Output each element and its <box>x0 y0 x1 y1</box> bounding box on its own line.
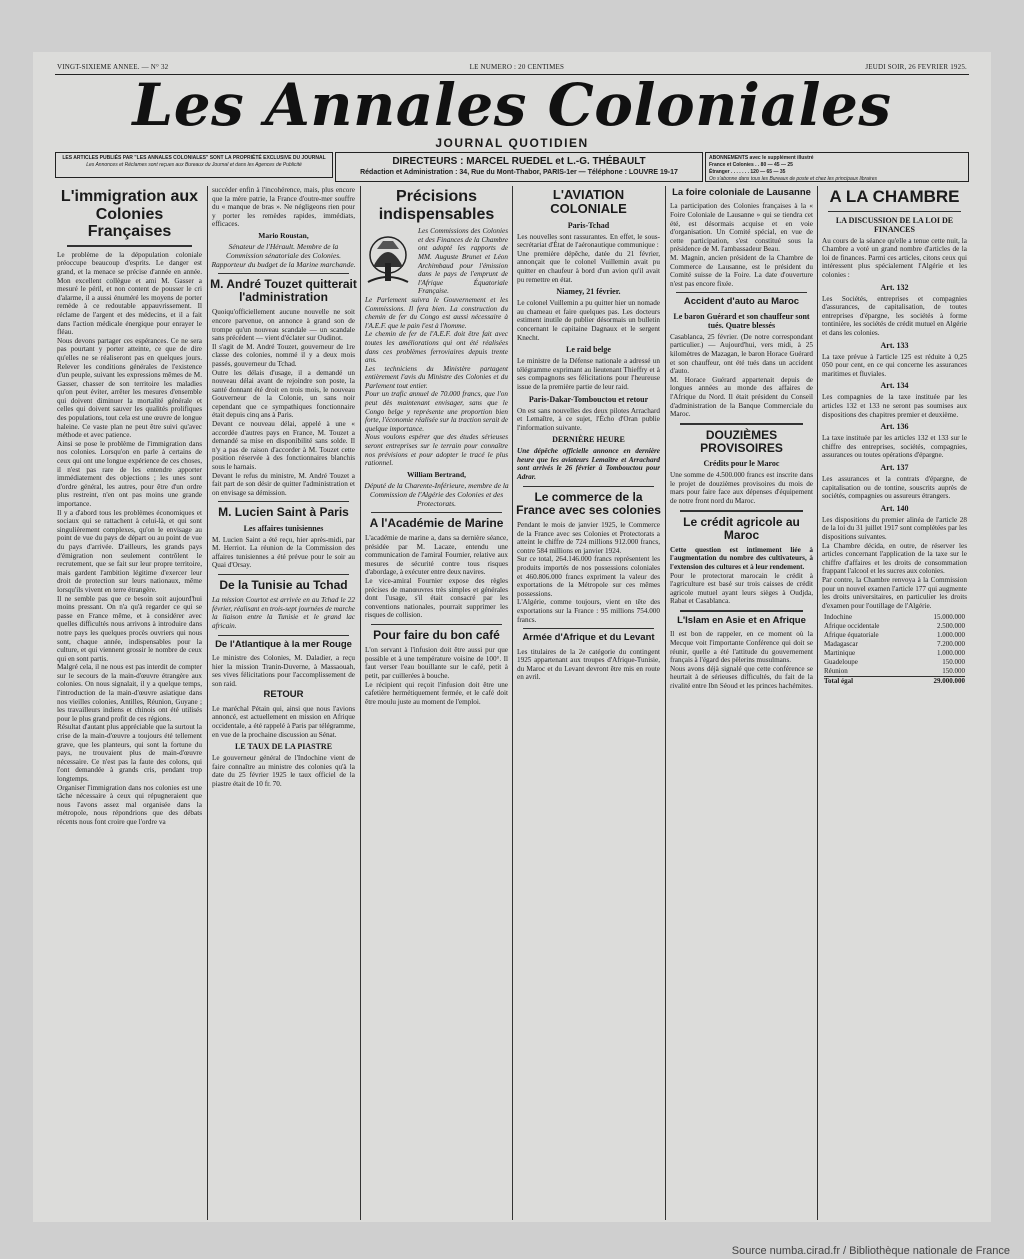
newspaper-page <box>33 52 991 1222</box>
table-row: Martinique 1.000.000 <box>824 649 965 658</box>
article-number: Art. 136 <box>880 422 909 432</box>
article-paragraph: Il est bon de rappeler, en ce moment où la Mecque voit l'importante Conférence qui doit se réunir, quelle a été l'attitude du gouvernement français à l'égard des pèlerins musulmans. <box>670 630 813 665</box>
article-paragraph: Résultat d'autant plus appréciable que la surtout la crise de la main-d'œuvre a toujours été tellement grave, que les planteurs, qui sont la fortune du pays, ne trouvaient plus de main-d'œuvre nécessaire. Ce n'est pas la faute des colons, qui l'ont demandée à grands cris, pendant trop longtemps. <box>57 723 202 783</box>
article-headline: M. Lucien Saint à Paris <box>218 505 349 520</box>
article-paragraph: Le ministre de la Défense nationale a adressé un télégramme exprimant au lieutenant Thieffry et à ses compagnons ses félicitations pour l'heureuse issue de la première partie de leur raid. <box>517 357 660 391</box>
emblem-row <box>363 227 510 296</box>
divider <box>218 635 349 636</box>
divider <box>523 486 654 487</box>
column-divider <box>512 186 513 1220</box>
columns-area <box>55 186 969 1220</box>
article-headline: Pour faire du bon café <box>373 627 500 642</box>
article-paragraph: Les techniciens du Ministère partagent entièrement l'avis du Ministre des Colonies et du Parlement tout entier. <box>365 364 508 390</box>
article-subhead: Niamey, 21 février. <box>556 287 621 297</box>
article-headline: RETOUR <box>263 689 304 701</box>
column-divider <box>360 186 361 1220</box>
article-subhead: DERNIÈRE HEURE <box>552 435 625 445</box>
article-subhead: LE TAUX DE LA PIASTRE <box>234 742 333 752</box>
article-subhead: Le raid belge <box>566 345 611 355</box>
article-headline: Le commerce de la France avec ses colonies <box>516 489 661 517</box>
article-headline: A l'Académie de Marine <box>369 515 504 530</box>
divider <box>676 292 807 293</box>
article-paragraph: Le problème de la dépopulation coloniale préoccupe beaucoup d'esprits. Le danger est grand, et la menace se précise d'année en année. Mon excellent collègue et ami M. Gasser a mesuré le péril, et non content de pousser le cri d'alarme, il a aussi énuméré les moyens de porter remède à ce redoutable appauvrissement. Il réclame de l'argent et des médecins, et il a fait dans l'action médicale énergique pour enrayer le fléau. <box>57 250 202 337</box>
article-paragraph: Le ministre des Colonies, M. Daladier, a reçu hier la mission Tranin-Duverne, à Massaouah, ses vives félicitations pour l'accomplissement de son raid. <box>212 653 355 688</box>
subs-label: ABONNEMENTS avec le supplément illustré <box>709 155 814 161</box>
article-paragraph: La Chambre décida, en outre, de réserver les articles concernant l'application de la taxe sur le chiffre d'affaires et les droits de consommation frappant l'alcool et les sucres aux colonies. <box>822 541 967 576</box>
table-row: Indochine 15.000.000 <box>824 613 965 622</box>
article-number: Art. 134 <box>880 381 909 391</box>
divider <box>371 512 502 513</box>
article-paragraph: Nous devons partager ces espérances. Ce ne sera pas pourtant y porter atteinte, ce que de dire qu'elles ne se réaliseront pas en quelques jours. Relever les conditions générales de l'existence d'un peuple, suivant les expressions mêmes de M. Gasser, chasser de son territoire les maladies qu'on peut éviter, arrêter les mesures d'ensemble qui doivent diminuer la mortalité générale et celles qui doivent sauver les qualités prolifiques des populations, tout cela est une œuvre de longue haleine. Ce vaste plan ne peut être suivi qu'avec méthode et avec patience. <box>57 336 202 440</box>
article-headline: DOUZIÈMES PROVISOIRES <box>700 427 783 455</box>
rights-box <box>55 152 333 178</box>
article-paragraph: Le maréchal Pétain qui, ainsi que nous l'avions annoncé, est actuellement en mission en Afrique occidentale, a été rappelé à Paris par télégramme, en vue de la prochaine discussion au Sénat. <box>212 704 355 739</box>
article-headline: Précisions indispensables <box>378 188 495 223</box>
article-paragraph: Une somme de 4.500.000 francs est inscrite dans le projet de douzièmes provisoires du mois de mars pour faire face aux dépenses d'équipement de notre front nord du Maroc. <box>670 471 813 505</box>
divider <box>680 510 803 512</box>
article-paragraph: Ainsi se pose le problème de l'immigration dans nos colonies. Lorsqu'on en parle à certains de ceux qui ont une longue expérience de ces choses, il n'est pas rare de les entendre apporter immédiatement des objections ; les unes sont d'ordre général, les autres, pour être d'un ordre plus restreint, n'en ont pas moins une grande importance. <box>57 439 202 508</box>
table-row: Guadeloupe 150.000 <box>824 658 965 667</box>
article-paragraph: Organiser l'immigration dans nos colonies est une tâche nécessaire à ceux qui répugneraient que nous l'avons assez mal organisée dans la métropole, nous répondrions que des débats récents nous font croire que l'ordre va <box>57 783 202 826</box>
article-headline: De l'Atlantique à la mer Rouge <box>215 638 352 650</box>
column-6 <box>820 186 969 1220</box>
column-divider <box>207 186 208 1220</box>
article-paragraph: Casablanca, 25 février. (De notre correspondant particulier.) — Aujourd'hui, vers midi, à 25 kilomètres de Mazagan, le baron Horace Guérard et son chauffeur, ont été tués dans un accident d'auto. <box>670 332 813 376</box>
article-subhead: Paris-Tchad <box>567 220 610 230</box>
article-headline: Le crédit agricole au Maroc <box>683 514 800 542</box>
divider <box>523 628 654 629</box>
article-paragraph: Pour un trafic annuel de 70.000 francs, que l'on peut dès maintenant envisager, sans que le Congo belge y représente une proportion bien forte, l'économie réalisée sur la traction serait de quelque importance. <box>365 390 508 433</box>
divider <box>371 624 502 625</box>
article-headline: A LA CHAMBRE <box>829 187 960 206</box>
article-paragraph: Par contre, la Chambre renvoya à la Commission pour un nouvel examen l'article 177 qui augmente les droits universitaires, en particulier les droits d'examen pour l'outillage de l'Algérie. <box>822 575 967 610</box>
article-paragraph: Les assurances et la contrats d'épargne, de capitalisation ou de tontine, souscrits auprès de sociétés, compagnies ou assureurs étrangers. <box>822 474 967 501</box>
table-row: Madagascar 7.200.000 <box>824 640 965 649</box>
article-paragraph: M. Magnin, ancien président de la Chambre de Commerce de Lausanne, est le président du Comité suisse de la Foire. La date d'ouverture n'est pas encore fixée. <box>670 254 813 288</box>
article-paragraph: Les Commissions des Colonies et des Finances de la Chambre ont adopté les rapports de MM. Auguste Brunet et Léon Archimbaud pour l'émission dans le pays de l'emprunt de l'Afrique Équatoriale Française. <box>418 227 508 296</box>
article-paragraph: Quoiqu'officiellement aucune nouvelle ne soit encore parvenue, on annonce à grand son de trompe qu'un nouveau scandale — un scandale sans précédent — vient d'éclater sur Oudinot. <box>212 308 355 343</box>
article-paragraph: La mission Courtot est arrivée en au Tchad le 22 février, réalisant en trois-sept journées de marche la liaison entre la Tunisie et le grand lac africain. <box>212 596 355 630</box>
rights-line: LES ARTICLES PUBLIÉS PAR "LES ANNALES COLONIALES" SONT LA PROPRIÉTÉ EXCLUSIVE DU JOURNAL <box>62 155 326 161</box>
article-subhead: Les affaires tunisiennes <box>243 523 324 533</box>
article-paragraph: La participation des Colonies françaises à la « Foire Coloniale de Lausanne » qui se tiendra cet été, est désormais acquise et en voie d'organisation. Un Comité spécial, en vue de cette participation, s'est constitué sous la présidence de M. l'ambassadeur Beau. <box>670 202 813 254</box>
subs-note: On s'abonne dans tous les Bureaux de poste et chez les principaux libraires <box>709 176 877 182</box>
article-paragraph: Outre les délais d'usage, il a demandé un nouveau délai avant de rejoindre son poste, la santé donnant été droit en trois mois, le nouveau Gouverneur de la Colonie, un sans noir cependant que ce sympathiques fonctionnaire était depuis cinq ans à Paris. <box>212 368 355 420</box>
article-paragraph: Il ne semble pas que ce besoin soit aujourd'hui moins pressant. On n'a qu'à regarder ce qui se passe en France même, et à considérer avec quelles difficultés nous arrivons à introduire dans notre pays les quelques procès ouvriers qui nous sont, chaque année, indispensables pour la culture, et qui viennent grossir le nombre de ceux qui en sont partis. <box>57 594 202 663</box>
article-paragraph: Le colonel Vuillemin a pu quitter hier un nomade au chameau et faire quelques pas. Les docteurs estiment inutile de publier désormais un bulletin concernant le capitaine Dagnaux et le sergent Knecht. <box>517 299 660 342</box>
article-paragraph: succéder enfin à l'incohérence, mais, plus encore que la mère patrie, la France d'outre-mer souffre du « manque de bras ». Ne négligeons rien pour y porter les remèdes rapides, immédiats, efficaces. <box>212 186 355 229</box>
article-paragraph: Le chemin de fer de l'A.E.F. doit être fait avec toutes les améliorations qui ont été réalisées dans ces problèmes ferroviaires depuis trente ans. <box>365 330 508 365</box>
divider <box>218 574 349 575</box>
article-paragraph: Nous voulons espérer que des études sérieuses seront entreprises sur le terrain pour connaître nos prévisions et pour adopter le tracé le plus rationnel. <box>365 433 508 468</box>
divider <box>218 273 349 274</box>
article-headline: De la Tunisie au Tchad <box>219 577 348 592</box>
budget-table <box>824 613 965 686</box>
article-paragraph: Nous avons déjà signalé que cette conférence se heurtait à de sérieuses difficultés, du fait de la rivalité entre Ibn Séoud et les princes hachémites. <box>670 664 813 691</box>
article-paragraph: La taxe prévue à l'article 125 est réduite à 0,25 050 pour cent, en ce qui concerne les assurances maritimes et fluviales. <box>822 352 967 378</box>
divider <box>218 501 349 502</box>
article-paragraph: On est sans nouvelles des deux pilotes Arrachard et Lemaître, à ce sujet, l'Écho d'Oran publie l'information suivante. <box>517 406 660 432</box>
article-headline: M. André Touzet quitterait l'administration <box>210 276 357 305</box>
article-paragraph: L'académie de marine a, dans sa dernière séance, présidée par M. Lacaze, entendu une communication de l'amiral Fournier, relative aux mesures de sécurité contre tous risques d'abordage, à exécuter entre deux navires. <box>365 534 508 577</box>
author-title: Député de la Charente-Inférieure, membre de la Commission de l'Algérie des Colonies et des Protectorats. <box>364 480 509 508</box>
article-paragraph: M. Horace Guérard appartenait depuis de longues années au monde des affaires de l'Afrique du Nord. Il était président du Conseil d'administration de la Banque Commerciale du Maroc. <box>670 375 813 419</box>
table-row: Réunion 150.000 <box>824 667 965 676</box>
article-paragraph: L'on servant à l'infusion doit être aussi pur que possible et à une température voisine de 100°. Il faut verser l'eau bouillante sur le café, petit à petit, par cuillerées à bouche. <box>365 646 508 680</box>
column-1 <box>55 186 204 1220</box>
article-number: Art. 132 <box>880 282 909 292</box>
article-paragraph: M. Lucien Saint a été reçu, hier après-midi, par M. Herriot. La réunion de la Commission des affaires tunisiennes a été prévue pour le soir au Quai d'Orsay. <box>212 535 355 570</box>
article-number: Art. 140 <box>880 503 909 513</box>
article-headline: L'AVIATION COLONIALE <box>550 187 627 217</box>
directors-line: DIRECTEURS : MARCEL RUEDEL et L.-G. THÉBAULT <box>392 156 646 167</box>
source-credit: Source numba.cirad.fr / Bibliothèque nationale de France <box>731 1245 1010 1257</box>
article-paragraph: Au cours de la séance qu'elle a tenue cette nuit, la Chambre a voté un grand nombre d'articles de la loi de finances. Parmi ces articles, citons ceux qui intéressent plus spécialement l'Algérie et les colonies : <box>822 236 967 280</box>
article-paragraph: L'Algérie, comme toujours, vient en tête des exportations sur la France : 95 millions 754.000 francs. <box>517 598 660 624</box>
issue-date: JEUDI SOIR, 26 FEVRIER 1925. <box>865 63 967 71</box>
article-paragraph: Une première dépêche, datée du 21 février, annonçait que le colonel Vuillemin avait pu quitter en chaufeur à bord d'un avion qu'il avait pu remettre en état. <box>517 249 660 284</box>
column-3 <box>363 186 510 1220</box>
column-2 <box>210 186 357 1220</box>
divider <box>680 423 803 425</box>
article-headline: L'Islam en Asie et en Afrique <box>677 615 806 627</box>
article-paragraph: Il y a d'abord tous les problèmes économiques et sociaux qui se rattachent à celui-là, et qui sont singulièrement complexes, qu'on le envisage au point de vue du pays de départ ou au point de vue du pays d'arrivée. D'ailleurs, les grands pays d'émigration non seulement contrôlent le recrutement, que se fait sur leur propre territoire, mais gardent l'ambition légitime d'exercer leur droit de protection sur leurs nationaux, même lorsqu'ils vivent en terre étrangère. <box>57 508 202 594</box>
table-row: Afrique équatoriale 1.000.000 <box>824 631 965 640</box>
article-paragraph: Les compagnies de la taxe instituée par les articles 132 et 133 ne seront pas soumises aux dispositions des chapitres premier et deuxième. <box>822 393 967 419</box>
address-line: Rédaction et Administration : 34, Rue du Mont-Thabor, PARIS-1er — Téléphone : LOUVRE 19-17 <box>360 169 678 176</box>
article-paragraph: Pendant le mois de janvier 1925, le Commerce de la France avec ses Colonies et Protectorats a atteint le chiffre de 724 millions 912.000 francs, contre 584 millions en janvier 1924. <box>517 521 660 555</box>
article-paragraph: Il s'agit de M. André Touzet, gouverneur de 1re classe des colonies, nommé il y a deux mois passés, gouverneur du Tchad. <box>212 342 355 368</box>
article-paragraph: Devant ce nouveau délai, appelé à une « accordée d'autres pays en France, M. Touzet a demandé sa mise en disponibilité sans solde. Il n'y a pas de raison d'accorder à M. Touzet cette position réservée à des fonctionnaires blanchis sous le harnais. <box>212 420 355 472</box>
author-title: Sénateur de l'Hérault. Membre de la Commission sénatoriale des Colonies. Rapporteur du budget de la Marine marchande. <box>211 241 356 269</box>
column-5 <box>668 186 815 1220</box>
masthead-title: Les Annales Coloniales <box>132 71 892 139</box>
article-headline: Accident d'auto au Maroc <box>683 296 800 308</box>
article-paragraph: Pour le protectorat marocain le crédit à l'agriculture est basé sur trois caisses de crédit agricole mutuel ayant leurs sièges à Oudjda, Rabat et Casablanca. <box>670 571 813 606</box>
article-subhead: Crédits pour le Maroc <box>703 459 780 469</box>
article-paragraph: Une dépêche officielle annonce en dernière heure que les aviateurs Lemaître et Arrachard sont arrivés le 26 février à Tombouctou pour Adrar. <box>517 447 660 482</box>
article-paragraph: Les nouvelles sont rassurantes. En effet, le sous-secrétariat d'État de l'aéronautique communique : <box>517 232 660 250</box>
column-4 <box>515 186 662 1220</box>
article-paragraph: Le Parlement suivra le Gouvernement et les Commissions. Il fera bien. La construction du chemin de fer du Congo est aussi nécessaire à l'A.E.F. que le pain l'est à l'homme. <box>365 295 508 330</box>
column-divider <box>817 186 818 1220</box>
article-paragraph: Devant le refus du ministre, M. André Touzet a fait part de son désir de quitter l'administration et on envisage sa démission. <box>212 471 355 497</box>
subs-etranger: Étranger . . . . . . . 120 — 65 — 35 <box>709 169 786 175</box>
article-paragraph: Les dispositions du premier alinéa de l'article 28 de la loi du 31 juillet 1917 sont complétées par les dispositions suivantes. <box>822 515 967 541</box>
divider <box>828 211 961 212</box>
article-subhead: Le baron Guérard et son chauffeur sont tués. Quatre blessés <box>673 311 810 330</box>
divider <box>680 610 803 612</box>
article-author: Mario Roustan, <box>258 230 309 240</box>
article-headline: Armée d'Afrique et du Levant <box>522 632 655 644</box>
masthead-subtitle: JOURNAL QUOTIDIEN <box>435 136 589 150</box>
subs-france: France et Colonies . . 80 — 45 — 25 <box>709 162 793 168</box>
article-paragraph: Les titulaires de la 2e catégorie du contingent 1925 appartenant aux troupes d'Afrique-Tunisie, du Maroc et du Levant devront être mis en route en avril. <box>517 647 660 682</box>
article-paragraph: La taxe instituée par les articles 132 et 133 sur le chiffre des entreprises, sociétés, compagnies, assurances ou toutes opérations d'épargne. <box>822 434 967 460</box>
issue-number: VINGT-SIXIEME ANNEE. — N° 32 <box>57 63 169 71</box>
article-headline: L'immigration aux Colonies Françaises <box>60 188 199 241</box>
article-number: Art. 137 <box>880 462 909 472</box>
colonial-emblem-icon <box>363 227 413 287</box>
table-total-row: Total égal 29.000.000 <box>824 677 965 686</box>
article-paragraph: Sur ce total, 264.146.000 francs représentent les produits importés de nos possessions coloniales et 460.806.000 francs expriment la valeur des exportations de la Métropole sur ces mêmes possessions. <box>517 555 660 598</box>
article-subhead: LA DISCUSSION DE LA LOI DE FINANCES <box>835 215 954 234</box>
article-paragraph: Malgré cela, il ne nous est pas interdit de compter sur le secours de la main-d'œuvre étrangère aux colonies. On nous signalait, il y a quelque temps, l'introduction de la main-d'œuvre asiatique dans nos vieilles colonies, Antilles, Réunion, Guyane ; les travailleurs indiens et chinois ont été utilisés pour le plus grand profit de ces régions. <box>57 663 202 723</box>
directors-box <box>335 152 703 182</box>
article-paragraph: Les Sociétés, entreprises et compagnies d'assurances, de capitalisation, de toutes entreprises d'épargne, les sociétés à forme tontinière, les sociétés de crédit mutuel en Algérie et dans les colonies. <box>822 294 967 338</box>
article-headline: La foire coloniale de Lausanne <box>672 187 811 198</box>
column-divider <box>665 186 666 1220</box>
table-row: Afrique occidentale 2.500.000 <box>824 622 965 631</box>
article-subhead: Paris-Dakar-Tombouctou et retour <box>528 394 649 404</box>
subscriptions-box <box>705 152 969 182</box>
article-author: William Bertrand, <box>406 469 467 479</box>
article-paragraph: Le gouverneur général de l'Indochine vient de faire connaître au ministre des colonies qu'à la date du 25 février 1925 le taux officiel de la piastre était de 10 fr. 70. <box>212 754 355 788</box>
article-paragraph: Le récipient qui reçoit l'infusion doit être une cafetière hermétiquement fermée, et le café doit être moulu juste au moment de l'emploi. <box>365 680 508 706</box>
issue-price: LE NUMERO : 20 CENTIMES <box>469 63 565 71</box>
ads-line: Les Annonces et Réclames sont reçues aux Bureaux du Journal et dans les Agences de Publicité <box>86 162 302 168</box>
article-paragraph: Le vice-amiral Fournier expose des règles précises de manœuvres très simples et générales dont l'usage, s'il était consacré par les conventions nationales, pourrait supprimer les risques de collision. <box>365 576 508 620</box>
article-paragraph: Cette question est intimement liée à l'augmentation du nombre des cultivateurs, à l'extension des cultures et à leur rendement. <box>670 545 813 572</box>
article-number: Art. 133 <box>880 340 909 350</box>
divider <box>67 245 192 247</box>
